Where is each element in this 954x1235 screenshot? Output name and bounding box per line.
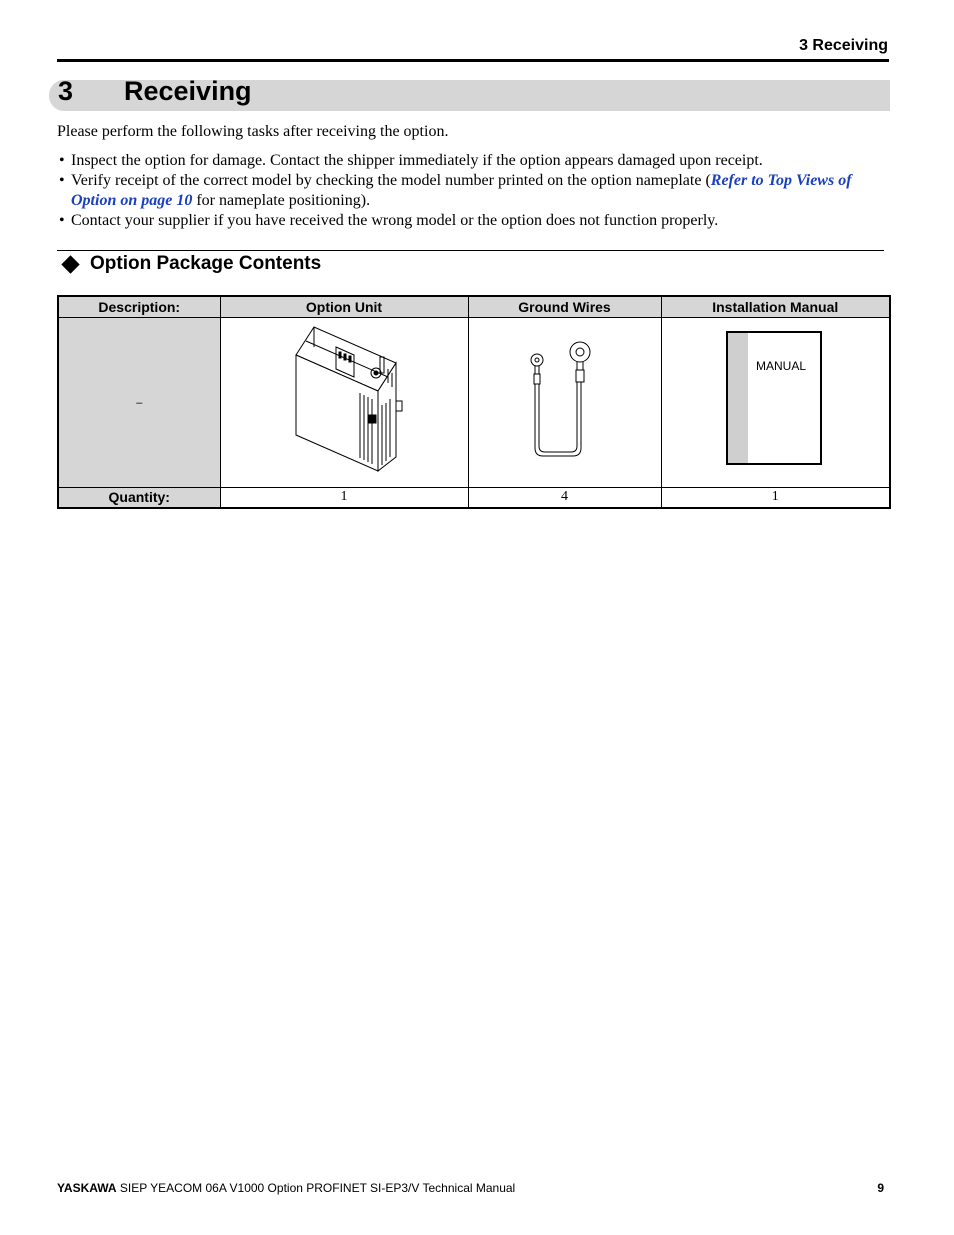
list-item — [57, 171, 892, 211]
chapter-title: Receiving — [124, 76, 252, 106]
chapter-number: 3 — [58, 76, 74, 106]
manual-book-illustration — [725, 330, 825, 470]
package-contents-table — [57, 295, 891, 509]
section-title: Option Package Contents — [90, 253, 322, 274]
footer-brand: YASKAWA — [57, 1181, 117, 1195]
ground-wire-illustration — [525, 340, 605, 460]
description-cell — [58, 317, 220, 487]
quantity-cell: 1 — [220, 487, 468, 508]
description-placeholder: – — [136, 397, 143, 409]
list-item-text: for nameplate positioning). — [192, 192, 371, 209]
section-heading — [61, 253, 321, 275]
manual-cover-label: MANUAL — [756, 358, 807, 373]
bullet-icon: • — [59, 172, 65, 189]
cross-reference-link[interactable]: Refer to Top Views of Option on page 10 — [71, 172, 852, 209]
diamond-icon — [61, 255, 79, 273]
quantity-cell: 4 — [468, 487, 661, 508]
list-item-text: Inspect the option for damage. Contact the shipper immediately if the option appears damaged upon receipt. — [71, 152, 763, 169]
table-header-cell: Description: — [58, 296, 220, 317]
page-number: 9 — [877, 1181, 884, 1195]
footer-document-title — [57, 1181, 515, 1195]
footer-doc-name: SIEP YEACOM 06A V1000 Option PROFINET SI-EP3/V Technical Manual — [116, 1181, 516, 1195]
quantity-cell: 1 — [661, 487, 890, 508]
table-row — [58, 487, 890, 508]
table-header-row — [58, 296, 890, 317]
table-header-cell: Option Unit — [220, 296, 468, 317]
running-header: 3 Receiving — [799, 37, 888, 54]
table-row — [58, 317, 890, 487]
option-unit-cell — [220, 317, 468, 487]
ground-wires-cell — [468, 317, 661, 487]
bullet-icon: • — [59, 152, 65, 169]
installation-manual-cell — [661, 317, 890, 487]
list-item — [57, 151, 892, 171]
list-item-text: Verify receipt of the correct model by checking the model number printed on the option nameplate ( — [71, 172, 711, 189]
header-rule — [57, 59, 889, 62]
option-unit-illustration — [284, 325, 404, 475]
table-header-cell: Installation Manual — [661, 296, 890, 317]
section-rule — [57, 250, 884, 251]
task-list — [57, 151, 892, 231]
quantity-label-cell: Quantity: — [58, 487, 220, 508]
table-header-cell: Ground Wires — [468, 296, 661, 317]
intro-paragraph: Please perform the following tasks after receiving the option. — [57, 123, 449, 140]
list-item — [57, 211, 892, 231]
bullet-icon: • — [59, 212, 65, 229]
list-item-text: Contact your supplier if you have received the wrong model or the option does not function properly. — [71, 212, 719, 229]
